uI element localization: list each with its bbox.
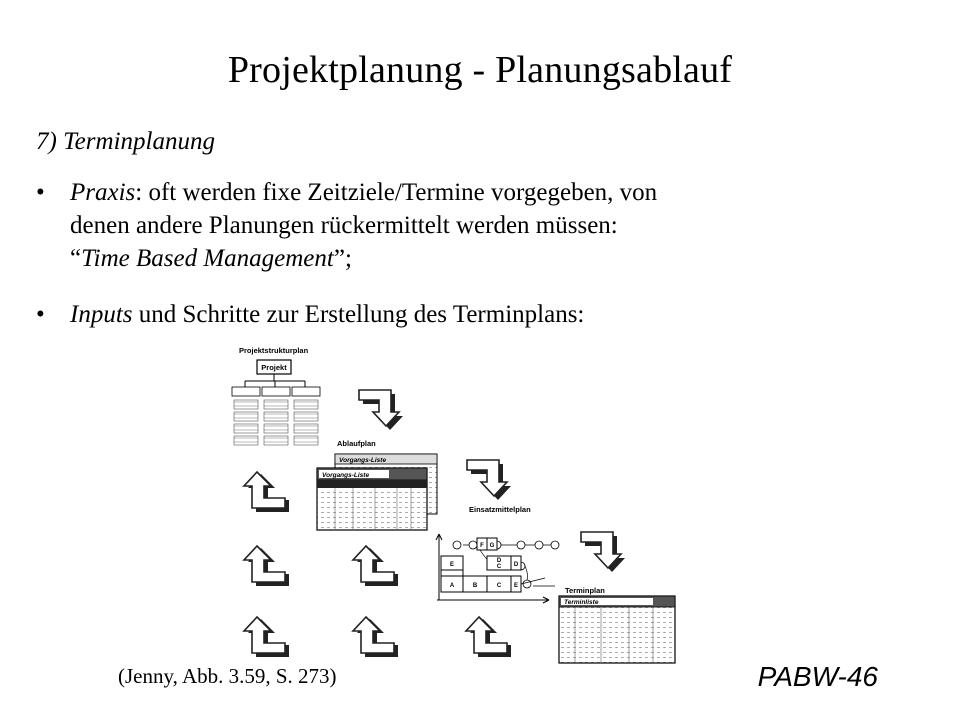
step-arrow-icon [359, 390, 403, 430]
return-arrow-icon [244, 472, 289, 512]
inputs-text: und Schritte zur Erstellung des Terminplans: [132, 301, 585, 328]
return-arrow-icon [244, 546, 289, 586]
gantt-label-d: D [513, 562, 519, 568]
gantt-label-b: B [472, 583, 478, 589]
psp-diagram [232, 346, 320, 445]
slide-number: PABW-46 [757, 661, 878, 692]
gantt-label-d-top: D [496, 558, 502, 564]
einsatzmittelplan-diagram [436, 505, 559, 603]
ablauf-title: Ablaufplan [337, 439, 376, 448]
gantt-label-e2: E [513, 583, 519, 589]
praxis-text-2: denen andere Planungen rückermittelt werden müssen: [70, 212, 618, 239]
praxis-term: Praxis [70, 179, 136, 206]
gantt-label-c-top: C [496, 564, 502, 570]
vorgang-list-2: Vorgangs-Liste [322, 472, 370, 479]
gantt-label-a: A [449, 583, 455, 589]
termin-title: Terminplan [565, 586, 605, 595]
ablaufplan-diagram [317, 439, 437, 530]
gantt-label-c: C [496, 583, 502, 589]
bullet-dot: • [36, 179, 45, 206]
inputs-term: Inputs [70, 301, 133, 328]
gantt-label-f: F [480, 543, 484, 549]
psp-title: Projektstrukturplan [239, 346, 309, 355]
gantt-label-e: E [449, 562, 455, 568]
return-arrow-icon [353, 617, 398, 657]
vorgang-list-1: Vorgangs-Liste [339, 457, 387, 464]
return-arrow-icon [244, 617, 289, 657]
quote-close: ”; [333, 245, 352, 272]
slide-title: Projektplanung - Planungsablauf [227, 49, 733, 91]
return-arrow-icon [466, 617, 511, 657]
step-arrow-icon [581, 532, 625, 572]
step-arrow-icon [467, 460, 511, 500]
bullet-dot: • [36, 301, 45, 328]
figure-caption: (Jenny, Abb. 3.59, S. 273) [118, 664, 337, 688]
quote-open: “ [70, 245, 82, 272]
section-heading: 7) Terminplanung [36, 128, 215, 155]
time-based-management: Time Based Management [81, 245, 334, 272]
psp-root: Projekt [261, 363, 287, 372]
terminplan-diagram [559, 586, 675, 663]
gantt-label-g: G [489, 543, 495, 549]
praxis-text-1: : oft werden fixe Zeitziele/Termine vorgegeben, von [135, 179, 658, 206]
einsatz-title: Einsatzmittelplan [469, 505, 531, 514]
return-arrow-icon [353, 546, 398, 586]
termin-list: Terminliste [564, 599, 599, 606]
planning-flow-figure [225, 340, 685, 665]
